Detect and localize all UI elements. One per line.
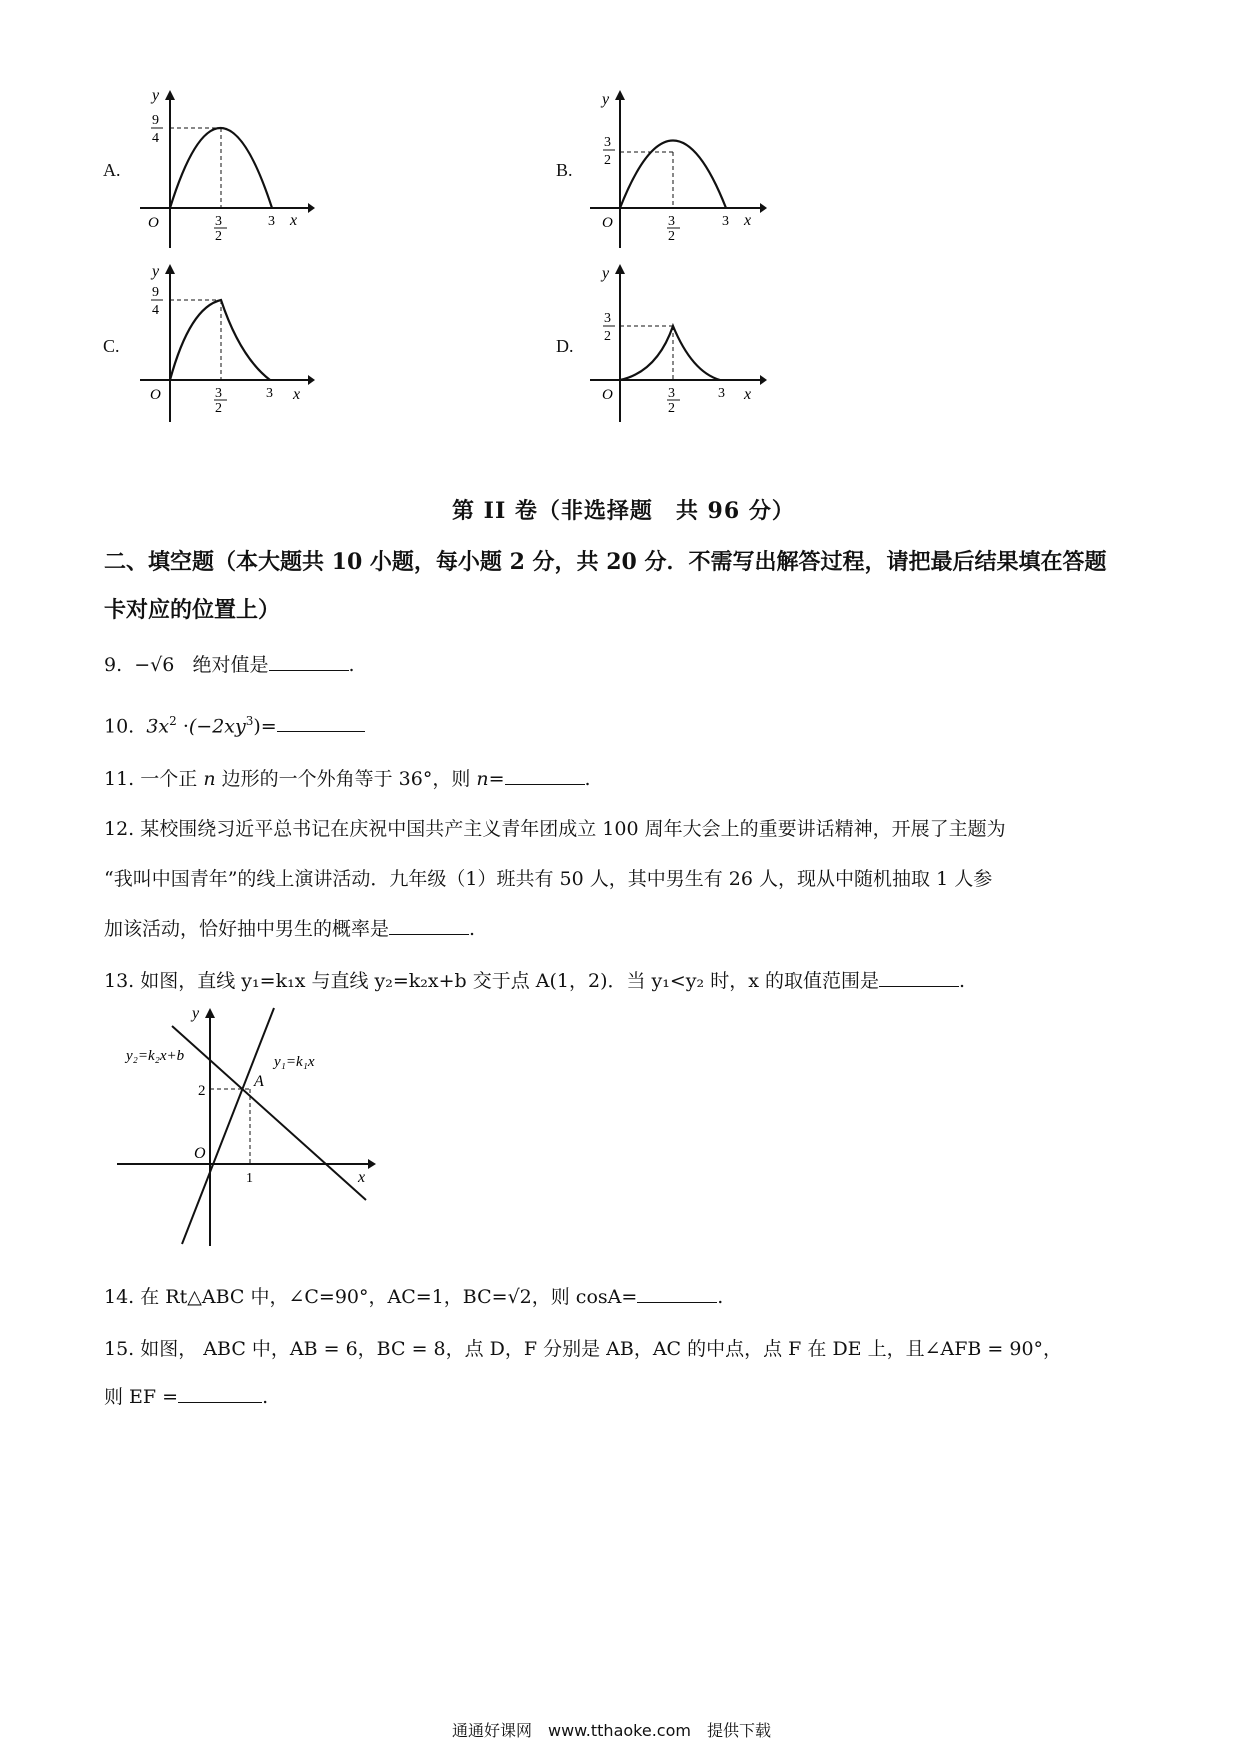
point-a-label: A [254,1073,264,1090]
question-11: 11. 一个正 n 边形的一个外角等于 36°，则 n= . [104,768,591,790]
option-a-graph [130,88,315,253]
x3-label: 3 [268,214,275,229]
svg-text:y: y [192,1005,200,1022]
svg-text:1: 1 [246,1171,253,1186]
question-15: 15. 如图， ABC 中，AB = 6，BC = 8，点 D，F 分别是 AB，AC 的中点，点 F 在 DE 上，且∠AFB = 90°， 则 EF = . [104,1338,1063,1408]
line1-label: y₁=k₁x [274,1054,315,1070]
line-y1 [182,1008,274,1244]
svg-text:3: 3 [668,214,675,229]
answer-blank [277,713,365,732]
svg-text:3: 3 [668,386,675,401]
option-d-graph [582,262,767,427]
piecewise-curve [620,326,720,380]
answer-blank [269,652,349,671]
svg-text:O: O [602,215,613,231]
svg-text:2: 2 [604,329,611,344]
origin-label: O [148,215,159,231]
section2-heading: 二、填空题（本大题共 10 小题，每小题 2 分，共 20 分．不需写出解答过程，请把最后结果填在答题卡对应的位置上） [104,549,1107,623]
footer-text: 通通好课网 www.tthaoke.com 提供下载 [452,1721,771,1740]
parabola-curve [170,128,272,208]
svg-text:2: 2 [215,401,222,416]
svg-text:y: y [152,263,160,280]
xmid-den: 2 [215,229,222,244]
svg-text:x: x [744,212,752,229]
svg-text:2: 2 [604,153,611,168]
svg-text:9: 9 [152,285,159,300]
svg-text:O: O [602,387,613,403]
question-10: 10. $3x^2 \cdot(-2xy^3)=$ [104,702,1124,745]
x-label: x [290,212,298,229]
q9-expr: −√6 [134,654,175,676]
svg-text:2: 2 [668,401,675,416]
answer-blank [637,1284,717,1303]
option-c-label: C. [103,336,120,356]
option-c-graph [130,262,315,427]
svg-text:y: y [602,91,610,108]
option-d-label: D. [556,336,574,356]
sqrt-2: √2 [507,1286,532,1308]
svg-text:x: x [293,386,301,403]
question-12: 12. 某校围绕习近平总书记在庆祝中国共产主义青年团成立 100 周年大会上的重要讲话精神，开展了主题为 “我叫中国青年”的线上演讲活动．九年级（1）班共有 50 人，其中男生有 26 人，现从中随机抽取 1 人参 加该活动，恰好抽中男生的概率是 . [104,818,1006,940]
line-y2 [172,1026,366,1200]
svg-text:x: x [358,1169,366,1186]
svg-text:3: 3 [604,135,611,150]
svg-text:3: 3 [722,214,729,229]
question-14: 14. 在 Rt△ABC 中，∠C=90°，AC=1，BC=√2，则 cosA= . [104,1286,724,1308]
svg-text:3: 3 [215,386,222,401]
option-b-label: B. [556,160,573,180]
ymax-den: 4 [152,131,159,146]
answer-blank [879,968,959,987]
svg-text:O: O [194,1145,206,1162]
answer-blank [389,916,469,935]
y-label: y [152,88,160,104]
question-13: 13. 如图，直线 y₁=k₁x 与直线 y₂=k₂x+b 交于点 A(1，2)．当 y₁<y₂ 时，x 的取值范围是 . [104,970,965,992]
svg-text:2: 2 [668,229,675,244]
x-axis-arrow [308,203,315,213]
piecewise-curve [170,300,270,380]
answer-blank [505,766,585,785]
question-9: 9. −√6 绝对值是 . [104,654,355,676]
svg-text:x: x [744,386,752,403]
option-b-graph [582,88,767,253]
option-a-label: A. [103,160,121,180]
ymax-num: 9 [152,113,159,128]
y-axis-arrow [165,90,175,100]
svg-text:O: O [150,387,161,403]
section-title: 第 II 卷（非选择题 共 96 分） [452,498,795,524]
svg-text:4: 4 [152,303,159,318]
q13-figure [112,1004,382,1254]
xmid-num: 3 [215,214,222,229]
line2-label: y₂=k₂x+b [126,1048,185,1064]
svg-text:3: 3 [718,386,725,401]
svg-text:y: y [602,265,610,282]
svg-text:2: 2 [198,1083,206,1099]
answer-blank [178,1384,262,1403]
svg-text:3: 3 [266,386,273,401]
svg-text:3: 3 [604,311,611,326]
